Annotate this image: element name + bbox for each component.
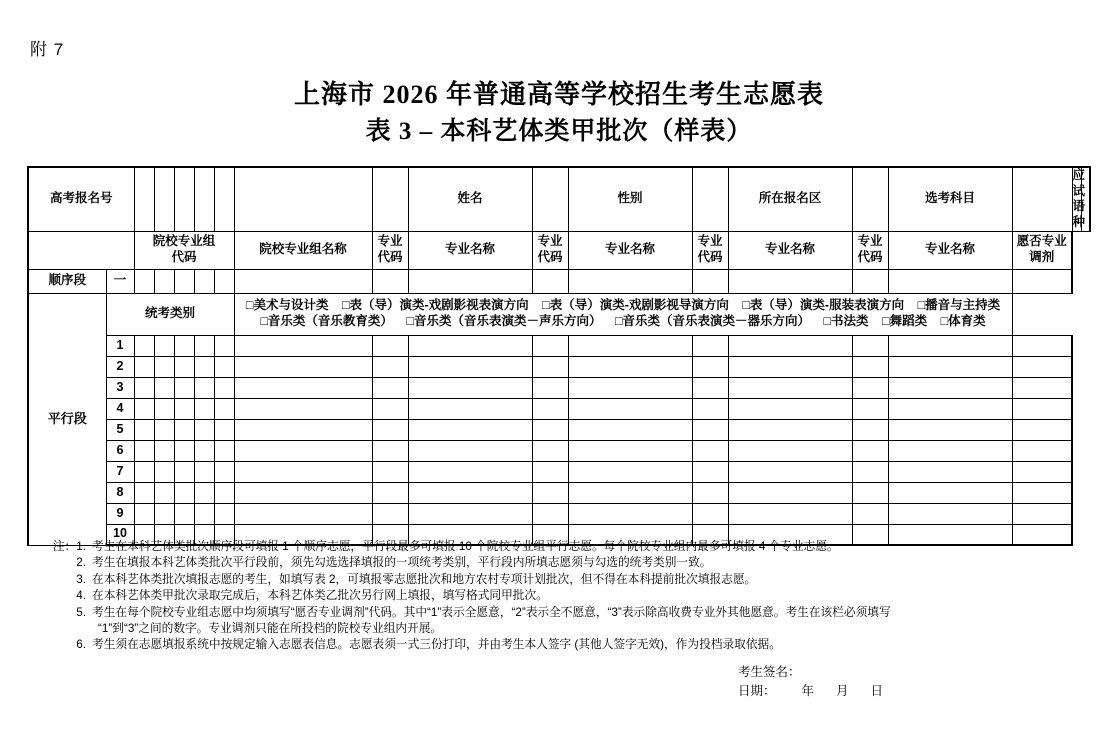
order-major-name-3[interactable] <box>728 269 852 293</box>
parallel-section-label-cell <box>28 293 106 545</box>
group-code-4[interactable] <box>194 503 214 524</box>
order-group-code-4[interactable] <box>194 269 214 293</box>
table-row <box>28 377 1090 398</box>
major-code-1[interactable] <box>372 503 408 524</box>
major-name-1[interactable] <box>408 503 532 524</box>
row-number: 2 <box>106 356 134 377</box>
group-code-2[interactable] <box>154 398 174 419</box>
exam-number-field-6[interactable] <box>234 167 372 231</box>
group-code-5[interactable] <box>214 377 234 398</box>
group-code-2[interactable] <box>154 503 174 524</box>
note-text-1: 考生在本科艺体类批次顺序段可填报 1 个顺序志愿，平行段最多可填报 10 个院校专业组平行志愿。每个院校专业组内最多可填报 4 个专业志愿。 <box>92 540 839 553</box>
group-name[interactable] <box>234 503 372 524</box>
group-code-3[interactable] <box>174 419 194 440</box>
order-major-code-2[interactable] <box>532 269 568 293</box>
row-number: 6 <box>106 440 134 461</box>
exam-number-field-3[interactable] <box>174 167 194 231</box>
note-number-2: 2. <box>76 556 86 570</box>
major-name-3[interactable] <box>728 440 852 461</box>
group-name[interactable] <box>234 419 372 440</box>
order-adjust[interactable] <box>1012 269 1072 293</box>
notes-block <box>52 539 1092 654</box>
note-item-2 <box>52 555 1092 571</box>
order-major-name-2[interactable] <box>568 269 692 293</box>
group-code-5[interactable] <box>214 335 234 356</box>
gender-input-field[interactable] <box>692 167 728 231</box>
table-row <box>28 335 1090 356</box>
major-name-2[interactable] <box>568 335 692 356</box>
info-row <box>28 167 1090 231</box>
header-group-code-line1: 院校专业组 <box>152 234 216 249</box>
group-code-3[interactable] <box>174 503 194 524</box>
major-name-1[interactable] <box>408 482 532 503</box>
major-name-1[interactable] <box>408 398 532 419</box>
header-adjust-line1: 愿否专业 <box>1016 234 1067 249</box>
row-number: 10 <box>106 524 134 545</box>
category-option-music-education[interactable]: □音乐类（音乐教育类） <box>260 314 393 328</box>
major-code-4[interactable] <box>852 440 888 461</box>
category-options-line-1 <box>235 298 1012 314</box>
major-code-1[interactable] <box>372 377 408 398</box>
order-group-code-5[interactable] <box>214 269 234 293</box>
table-row <box>28 356 1090 377</box>
group-code-1[interactable] <box>134 398 154 419</box>
adjust-code[interactable] <box>1012 398 1072 419</box>
major-name-4[interactable] <box>888 503 1012 524</box>
group-code-2[interactable] <box>154 482 174 503</box>
adjust-code[interactable] <box>1012 377 1072 398</box>
major-code-4[interactable] <box>852 503 888 524</box>
note-number-6: 6. <box>76 638 86 652</box>
language-label: 应试语种 <box>1072 167 1081 231</box>
group-code-3[interactable] <box>174 398 194 419</box>
category-option-dance[interactable]: □舞蹈类 <box>882 314 928 328</box>
group-code-1[interactable] <box>134 419 154 440</box>
note-text-5-continued: “1”到“3”之间的数字。专业调剂只能在所投档的院校专业组内开展。 <box>98 622 443 636</box>
major-name-2[interactable] <box>568 461 692 482</box>
major-name-3[interactable] <box>728 419 852 440</box>
major-code-4[interactable] <box>852 419 888 440</box>
major-code-1[interactable] <box>372 482 408 503</box>
note-text-2: 考生在填报本科艺体类批次平行段前，须先勾选选择填报的一项统考类别，平行段内所填志愿须与勾选的统考类别一致。 <box>92 556 712 570</box>
header-group-code-line2: 代码 <box>171 250 197 264</box>
major-name-3[interactable] <box>728 377 852 398</box>
row-number: 7 <box>106 461 134 482</box>
column-header-row <box>28 231 1090 269</box>
major-code-2[interactable] <box>532 377 568 398</box>
header-major-code-2-line2: 代码 <box>537 250 563 264</box>
category-options-line-2 <box>235 314 1012 330</box>
header-major-code-4-line2: 代码 <box>857 250 883 264</box>
exam-number-label: 高考报名号 <box>28 167 134 231</box>
header-major-name-4: 专业名称 <box>888 231 1012 269</box>
major-code-2[interactable] <box>532 335 568 356</box>
group-name[interactable] <box>234 356 372 377</box>
order-major-name-1[interactable] <box>408 269 532 293</box>
notes-prefix-text: 注： <box>52 540 77 553</box>
group-code-2[interactable] <box>154 440 174 461</box>
header-group-name: 院校专业组名称 <box>234 231 372 269</box>
header-major-code-3-line1: 专业 <box>697 234 723 249</box>
major-name-2[interactable] <box>568 440 692 461</box>
header-adjust <box>1012 231 1072 269</box>
major-code-1[interactable] <box>372 461 408 482</box>
category-option-sports[interactable]: □体育类 <box>940 314 986 328</box>
district-label: 所在报名区 <box>728 167 852 231</box>
group-code-5[interactable] <box>214 440 234 461</box>
category-option-broadcasting-hosting[interactable]: □播音与主持类 <box>917 298 1001 313</box>
group-code-1[interactable] <box>134 356 154 377</box>
group-code-4[interactable] <box>194 440 214 461</box>
group-code-1[interactable] <box>134 335 154 356</box>
major-name-1[interactable] <box>408 356 532 377</box>
group-code-3[interactable] <box>174 377 194 398</box>
header-major-name-1: 专业名称 <box>408 231 532 269</box>
group-name[interactable] <box>234 461 372 482</box>
adjust-code[interactable] <box>1012 482 1072 503</box>
note-item-3 <box>52 572 1092 588</box>
major-code-3[interactable] <box>692 419 728 440</box>
major-code-2[interactable] <box>532 461 568 482</box>
note-item-4 <box>52 588 1092 604</box>
adjust-code[interactable] <box>1012 461 1072 482</box>
header-major-code-2-line1: 专业 <box>537 234 563 249</box>
group-code-5[interactable] <box>214 482 234 503</box>
major-code-4[interactable] <box>852 335 888 356</box>
group-code-5[interactable] <box>214 356 234 377</box>
major-code-3[interactable] <box>692 503 728 524</box>
note-number-4: 4. <box>76 589 86 603</box>
major-name-4[interactable] <box>888 440 1012 461</box>
major-name-3[interactable] <box>728 335 852 356</box>
row-number: 8 <box>106 482 134 503</box>
major-code-3[interactable] <box>692 377 728 398</box>
major-code-3[interactable] <box>692 356 728 377</box>
major-name-4[interactable] <box>888 419 1012 440</box>
major-name-3[interactable] <box>728 482 852 503</box>
header-major-code-4 <box>852 231 888 269</box>
major-name-1[interactable] <box>408 419 532 440</box>
signature-date-line <box>738 682 883 701</box>
category-option-music-instrumental[interactable]: □音乐类（音乐表演类－器乐方向） <box>614 314 811 328</box>
gender-label: 性别 <box>568 167 692 231</box>
major-name-3[interactable] <box>728 503 852 524</box>
group-code-4[interactable] <box>194 356 214 377</box>
signature-day-label: 日 <box>870 684 884 698</box>
major-name-4[interactable] <box>888 461 1012 482</box>
page-title: 上海市 2026 年普通高等学校招生考生志愿表 <box>293 80 824 109</box>
major-code-3[interactable] <box>692 440 728 461</box>
major-name-2[interactable] <box>568 398 692 419</box>
exam-number-field-5[interactable] <box>214 167 234 231</box>
major-code-1[interactable] <box>372 440 408 461</box>
district-input-field[interactable] <box>852 167 888 231</box>
table-row <box>28 398 1090 419</box>
major-name-2[interactable] <box>568 503 692 524</box>
header-group-code <box>134 231 234 269</box>
notes-prefix <box>52 539 92 555</box>
major-code-2[interactable] <box>532 440 568 461</box>
group-code-1[interactable] <box>134 377 154 398</box>
major-code-1[interactable] <box>372 419 408 440</box>
elective-input-field[interactable] <box>1012 167 1072 231</box>
order-section-index: 一 <box>106 269 134 293</box>
elective-label: 选考科目 <box>888 167 1012 231</box>
order-major-name-4[interactable] <box>888 269 1012 293</box>
note-number-1: 1. <box>76 540 86 553</box>
major-code-2[interactable] <box>532 398 568 419</box>
major-code-4[interactable] <box>852 461 888 482</box>
attachment-label: 附 7 <box>30 40 65 59</box>
group-code-1[interactable] <box>134 503 154 524</box>
header-major-code-1-line1: 专业 <box>377 234 403 249</box>
major-code-1[interactable] <box>372 335 408 356</box>
adjust-code[interactable] <box>1012 356 1072 377</box>
group-code-5[interactable] <box>214 398 234 419</box>
major-name-3[interactable] <box>728 461 852 482</box>
table-row <box>28 419 1090 440</box>
major-code-3[interactable] <box>692 461 728 482</box>
note-text-6: 考生须在志愿填报系统中按规定输入志愿表信息。志愿表须一式三份打印，并由考生本人签字 (其他人签字无效)，作为投档录取依据。 <box>92 638 781 652</box>
group-code-4[interactable] <box>194 461 214 482</box>
note-item-6 <box>52 637 1092 653</box>
major-name-1[interactable] <box>408 440 532 461</box>
order-section-label: 顺序段 <box>28 269 106 293</box>
group-code-5[interactable] <box>214 461 234 482</box>
header-major-code-3 <box>692 231 728 269</box>
category-option-art-design[interactable]: □美术与设计类 <box>245 298 329 313</box>
header-major-code-1-line2: 代码 <box>377 250 403 264</box>
note-item-1 <box>52 539 1092 555</box>
group-code-1[interactable] <box>134 482 154 503</box>
group-name[interactable] <box>234 398 372 419</box>
header-major-code-1 <box>372 231 408 269</box>
group-code-2[interactable] <box>154 419 174 440</box>
name-value-field[interactable] <box>372 167 408 231</box>
volunteer-form-table <box>27 166 1091 546</box>
group-code-4[interactable] <box>194 377 214 398</box>
order-group-code-1[interactable] <box>134 269 154 293</box>
note-number-3: 3. <box>76 572 86 586</box>
major-name-4[interactable] <box>888 482 1012 503</box>
row-number: 5 <box>106 419 134 440</box>
group-code-1[interactable] <box>134 440 154 461</box>
table-row <box>28 503 1090 524</box>
group-code-2[interactable] <box>154 356 174 377</box>
unified-category-row <box>28 293 1090 335</box>
major-name-4[interactable] <box>888 356 1012 377</box>
row-number: 9 <box>106 503 134 524</box>
order-major-code-4[interactable] <box>852 269 888 293</box>
group-code-4[interactable] <box>194 419 214 440</box>
table-row <box>28 482 1090 503</box>
category-option-fashion-performance[interactable]: □表（导）演类‑服装表演方向 <box>742 298 905 313</box>
note-item-5 <box>52 605 1092 621</box>
signature-date-label: 日期： <box>738 684 776 698</box>
major-name-3[interactable] <box>728 398 852 419</box>
signature-block <box>738 663 883 701</box>
title-block <box>0 78 1118 150</box>
row-number: 4 <box>106 398 134 419</box>
row-number: 3 <box>106 377 134 398</box>
exam-number-field-4[interactable] <box>194 167 214 231</box>
parallel-section-label: 平行段 <box>47 410 87 426</box>
major-name-2[interactable] <box>568 377 692 398</box>
group-code-5[interactable] <box>214 419 234 440</box>
row-number: 1 <box>106 335 134 356</box>
major-name-2[interactable] <box>568 482 692 503</box>
note-text-5: 考生在每个院校专业组志愿中均须填写“愿否专业调剂”代码。其中“1”表示全愿意，“2”表示全不愿意，“3”表示除高收费专业外其他愿意。考生在该栏必须填写 <box>92 605 891 619</box>
header-adjust-line2: 调剂 <box>1029 250 1055 264</box>
group-code-3[interactable] <box>174 482 194 503</box>
group-code-4[interactable] <box>194 482 214 503</box>
major-code-4[interactable] <box>852 377 888 398</box>
major-name-2[interactable] <box>568 419 692 440</box>
header-major-name-3: 专业名称 <box>728 231 852 269</box>
major-name-1[interactable] <box>408 461 532 482</box>
major-name-1[interactable] <box>408 335 532 356</box>
group-name[interactable] <box>234 440 372 461</box>
unified-category-label: 统考类别 <box>106 293 234 335</box>
major-code-4[interactable] <box>852 356 888 377</box>
major-code-2[interactable] <box>532 503 568 524</box>
major-code-2[interactable] <box>532 419 568 440</box>
name-input-field[interactable] <box>532 167 568 231</box>
adjust-code[interactable] <box>1012 335 1072 356</box>
group-code-4[interactable] <box>194 335 214 356</box>
group-code-5[interactable] <box>214 503 234 524</box>
major-code-3[interactable] <box>692 482 728 503</box>
exam-number-field-2[interactable] <box>154 167 174 231</box>
major-code-1[interactable] <box>372 398 408 419</box>
signature-year-label: 年 <box>801 684 815 698</box>
group-name[interactable] <box>234 482 372 503</box>
order-group-code-3[interactable] <box>174 269 194 293</box>
major-code-4[interactable] <box>852 482 888 503</box>
note-number-5: 5. <box>76 605 86 619</box>
major-name-3[interactable] <box>728 356 852 377</box>
table-row <box>28 461 1090 482</box>
name-label: 姓名 <box>408 167 532 231</box>
group-code-3[interactable] <box>174 440 194 461</box>
page-subtitle: 表 3 – 本科艺体类甲批次（样表） <box>365 118 753 145</box>
note-text-4: 在本科艺体类甲批次录取完成后，本科艺体类乙批次另行网上填报，填写格式同甲批次。 <box>92 589 548 603</box>
exam-number-field-1[interactable] <box>134 167 154 231</box>
major-code-4[interactable] <box>852 398 888 419</box>
major-name-4[interactable] <box>888 377 1012 398</box>
group-name[interactable] <box>234 335 372 356</box>
order-major-code-3[interactable] <box>692 269 728 293</box>
major-name-1[interactable] <box>408 377 532 398</box>
group-code-2[interactable] <box>154 335 174 356</box>
group-name[interactable] <box>234 377 372 398</box>
header-corner-blank <box>28 231 134 269</box>
major-code-1[interactable] <box>372 356 408 377</box>
adjust-code[interactable] <box>1012 419 1072 440</box>
major-code-3[interactable] <box>692 398 728 419</box>
unified-category-options[interactable] <box>234 293 1012 335</box>
major-name-4[interactable] <box>888 335 1012 356</box>
major-name-2[interactable] <box>568 356 692 377</box>
note-text-3: 在本科艺体类批次填报志愿的考生，如填写表 2，可填报零志愿批次和地方农村专项计划批次，但不得在本科提前批次填报志愿。 <box>92 572 757 586</box>
header-major-code-2 <box>532 231 568 269</box>
major-code-3[interactable] <box>692 335 728 356</box>
group-code-3[interactable] <box>174 335 194 356</box>
category-option-calligraphy[interactable]: □书法类 <box>823 314 869 328</box>
category-option-music-vocal[interactable]: □音乐类（音乐表演类－声乐方向） <box>406 314 602 328</box>
group-code-3[interactable] <box>174 356 194 377</box>
order-group-name[interactable] <box>234 269 372 293</box>
header-major-code-4-line1: 专业 <box>857 234 883 249</box>
order-group-code-2[interactable] <box>154 269 174 293</box>
group-code-1[interactable] <box>134 461 154 482</box>
major-name-4[interactable] <box>888 398 1012 419</box>
signature-name-label: 考生签名： <box>738 665 801 679</box>
major-code-2[interactable] <box>532 356 568 377</box>
adjust-code[interactable] <box>1012 503 1072 524</box>
group-code-4[interactable] <box>194 398 214 419</box>
group-code-2[interactable] <box>154 461 174 482</box>
header-major-code-3-line2: 代码 <box>697 250 723 264</box>
category-option-drama-film-acting[interactable]: □表（导）演类‑戏剧影视表演方向 <box>341 298 529 313</box>
group-code-2[interactable] <box>154 377 174 398</box>
category-option-drama-film-directing[interactable]: □表（导）演类‑戏剧影视导演方向 <box>542 298 729 313</box>
adjust-code[interactable] <box>1012 440 1072 461</box>
signature-month-label: 月 <box>836 684 849 698</box>
group-code-3[interactable] <box>174 461 194 482</box>
major-code-2[interactable] <box>532 482 568 503</box>
order-section-row <box>28 269 1090 293</box>
header-major-name-2: 专业名称 <box>568 231 692 269</box>
signature-name-line <box>738 663 883 682</box>
order-major-code-1[interactable] <box>372 269 408 293</box>
table-row <box>28 440 1090 461</box>
